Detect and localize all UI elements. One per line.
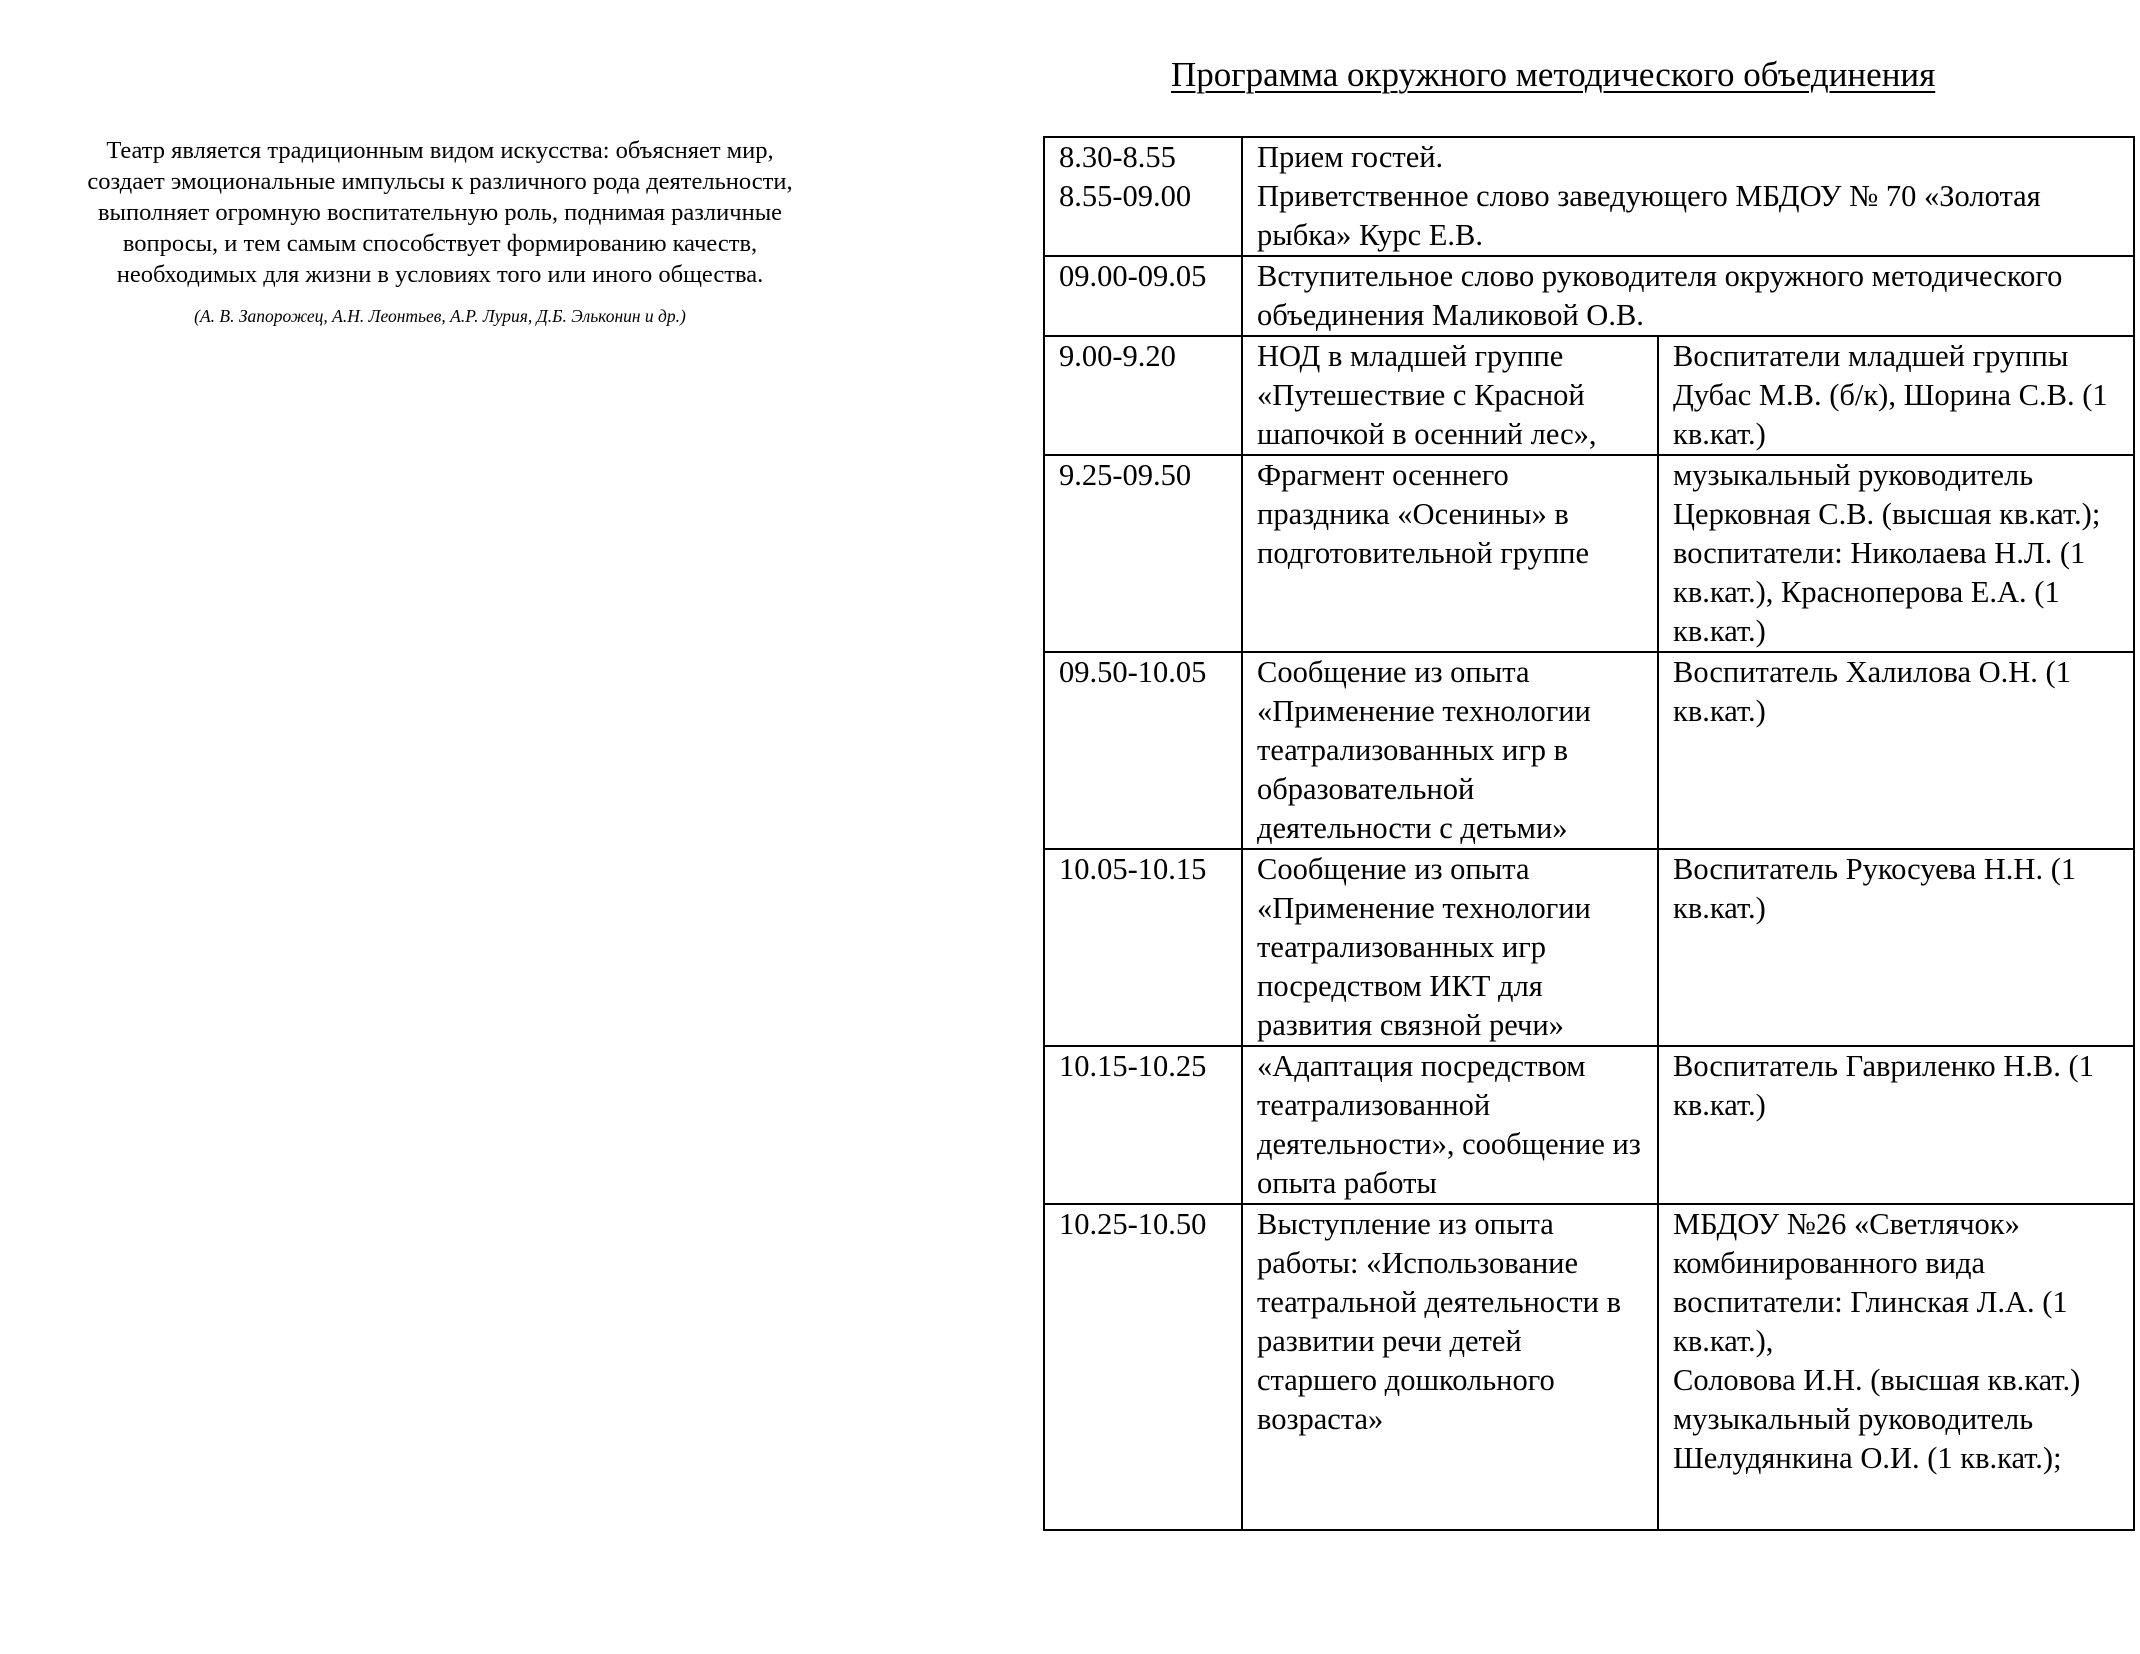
row-time: 9.00-9.20 — [1044, 336, 1242, 455]
row-event: Сообщение из опыта «Применение технологии театрализованных игр в образовательной деятельности с детьми» — [1242, 652, 1658, 849]
program-table — [1043, 136, 2135, 1531]
row-people: Воспитатель Рукосуева Н.Н. (1 кв.кат.) — [1658, 849, 2134, 1046]
table-row — [1044, 137, 2134, 256]
table-row — [1044, 1046, 2134, 1204]
row-event: «Адаптация посредством театрализованной деятельности», сообщение из опыта работы — [1242, 1046, 1658, 1204]
row-event: НОД в младшей группе «Путешествие с Красной шапочкой в осенний лес», — [1242, 336, 1658, 455]
row-people: МБДОУ №26 «Светлячок» комбинированного вида воспитатели: Глинская Л.А. (1 кв.кат.), Соловова И.Н. (высшая кв.кат.) музыкальный руководитель Шелудянкина О.И. (1 кв.кат.); — [1658, 1204, 2134, 1530]
table-row — [1044, 652, 2134, 849]
row-people: Воспитатель Халилова О.Н. (1 кв.кат.) — [1658, 652, 2134, 849]
row-people: Воспитатели младшей группы Дубас М.В. (б/к), Шорина С.В. (1 кв.кат.) — [1658, 336, 2134, 455]
row-event: Вступительное слово руководителя окружного методического объединения Маликовой О.В. — [1242, 256, 2134, 336]
theatre-quote: Театр является традиционным видом искусства: объясняет мир, создает эмоциональные импульсы к различного рода деятельности, выполняет огромную воспитательную роль, поднимая различные вопросы, и тем самым способствует формированию качеств, необходимых для жизни в условиях того или иного общества. — [87, 137, 793, 288]
row-time: 10.15-10.25 — [1044, 1046, 1242, 1204]
program-title: Программа окружного методического объединения — [1171, 55, 1936, 94]
table-row — [1044, 336, 2134, 455]
row-event: Прием гостей. Приветственное слово заведующего МБДОУ № 70 «Золотая рыбка» Курс Е.В. — [1242, 137, 2134, 256]
row-time: 09.00-09.05 — [1044, 256, 1242, 336]
row-time: 09.50-10.05 — [1044, 652, 1242, 849]
row-people: Воспитатель Гавриленко Н.В. (1 кв.кат.) — [1658, 1046, 2134, 1204]
row-time: 10.05-10.15 — [1044, 849, 1242, 1046]
table-row — [1044, 455, 2134, 652]
left-page — [80, 135, 800, 327]
row-event: Выступление из опыта работы: «Использование театральной деятельности в развитии речи детей старшего дошкольного возраста» — [1242, 1204, 1658, 1530]
table-row — [1044, 256, 2134, 336]
row-time: 9.25-09.50 — [1044, 455, 1242, 652]
row-event: Сообщение из опыта «Применение технологии театрализованных игр посредством ИКТ для развития связной речи» — [1242, 849, 1658, 1046]
row-time: 10.25-10.50 — [1044, 1204, 1242, 1530]
table-row — [1044, 1204, 2134, 1530]
row-time: 8.30-8.55 8.55-09.00 — [1044, 137, 1242, 256]
table-row — [1044, 849, 2134, 1046]
quote-attribution: (А. В. Запорожец, А.Н. Леонтьев, А.Р. Лурия, Д.Б. Эльконин и др.) — [194, 306, 686, 326]
row-people: музыкальный руководитель Церковная С.В. (высшая кв.кат.); воспитатели: Николаева Н.Л. (1 кв.кат.), Красноперова Е.А. (1 кв.кат.) — [1658, 455, 2134, 652]
row-event: Фрагмент осеннего праздника «Осенины» в подготовительной группе — [1242, 455, 1658, 652]
